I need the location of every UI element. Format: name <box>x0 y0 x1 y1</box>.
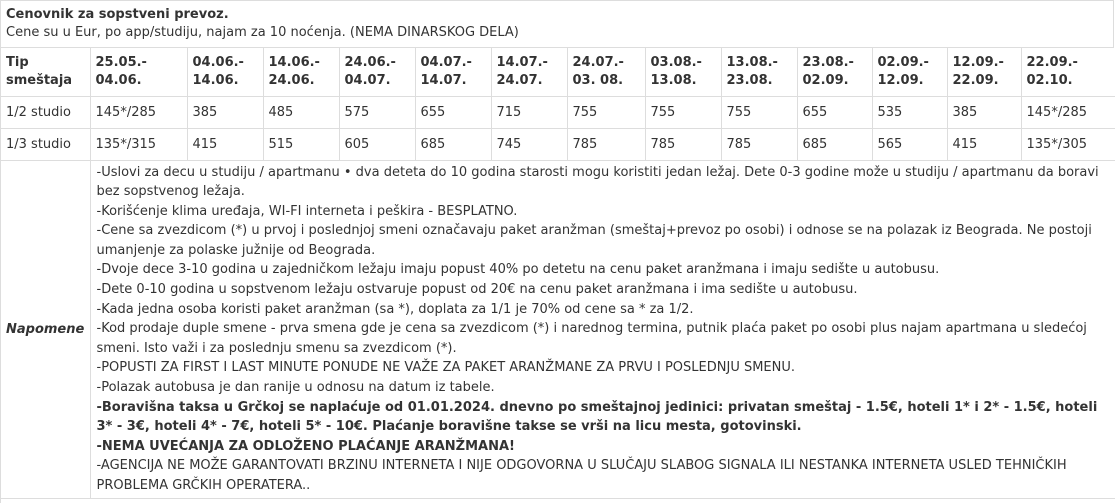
table-row <box>1 96 1115 128</box>
table-header-row <box>1 48 1115 96</box>
price-cell: 515 <box>263 128 339 160</box>
price-cell: 755 <box>567 96 645 128</box>
price-cell: 715 <box>491 96 567 128</box>
price-table <box>1 48 1115 499</box>
period-from: 14.06.- <box>268 54 320 70</box>
header-period <box>339 48 415 96</box>
period-from: 24.07.- <box>572 54 624 70</box>
price-cell: 755 <box>645 96 721 128</box>
note-item: -NEMA UVEĆANJA ZA ODLOŽENO PLAĆANJE ARANŽMANA! <box>96 438 515 454</box>
header-period <box>263 48 339 96</box>
period-to: 12.09. <box>877 72 924 88</box>
header-period <box>567 48 645 96</box>
price-cell: 485 <box>263 96 339 128</box>
accommodation-type-cell: 1/3 studio <box>1 128 90 160</box>
price-cell: 145*/285 <box>90 96 187 128</box>
header-period <box>947 48 1021 96</box>
header-period <box>415 48 491 96</box>
period-to: 02.09. <box>802 72 849 88</box>
note-item: -Kada jedna osoba koristi paket aranžman (sa *), doplata za 1/1 je 70% od cene sa * za 1/2. <box>96 301 694 317</box>
price-cell: 785 <box>721 128 797 160</box>
period-from: 25.05.- <box>95 54 147 70</box>
period-to: 24.07. <box>496 72 543 88</box>
period-to: 22.09. <box>952 72 999 88</box>
period-to: 24.06. <box>268 72 315 88</box>
period-from: 12.09.- <box>952 54 1004 70</box>
header-period <box>872 48 947 96</box>
caption-subtitle: Cene su u Eur, po app/studiju, najam za 10 noćenja. (NEMA DINARSKOG DELA) <box>6 25 519 40</box>
price-cell: 385 <box>947 96 1021 128</box>
price-cell: 745 <box>491 128 567 160</box>
note-item: -Kod prodaje duple smene - prva smena gde je cena sa zvezdicom (*) i narednog termina, putnik plaća paket po osobi plus najam apartmana u sledećoj smeni. Isto važi i za poslednju smenu sa zvezdicom (*). <box>96 321 1087 356</box>
price-cell: 565 <box>872 128 947 160</box>
price-cell: 385 <box>187 96 263 128</box>
period-from: 23.08.- <box>802 54 854 70</box>
table-caption <box>1 1 1114 48</box>
price-cell: 785 <box>567 128 645 160</box>
period-from: 22.09.- <box>1026 54 1078 70</box>
price-cell: 575 <box>339 96 415 128</box>
period-to: 14.06. <box>192 72 239 88</box>
notes-label: Napomene <box>1 160 90 498</box>
note-item: -AGENCIJA NE MOŽE GARANTOVATI BRZINU INTERNETA I NIJE ODGOVORNA U SLUČAJU SLABOG SIGNALA ILI NESTANKA INTERNETA USLED TEHNIČKIH PROBLEMA GRČKIH OPERATERA.. <box>96 458 1067 493</box>
header-type-line2: smeštaja <box>6 72 73 88</box>
price-cell: 755 <box>721 96 797 128</box>
price-cell: 145*/285 <box>1021 96 1115 128</box>
period-to: 23.08. <box>726 72 773 88</box>
period-to: 14.07. <box>420 72 467 88</box>
price-cell: 655 <box>415 96 491 128</box>
header-period <box>491 48 567 96</box>
header-period <box>645 48 721 96</box>
period-from: 04.07.- <box>420 54 472 70</box>
price-cell: 135*/305 <box>1021 128 1115 160</box>
table-row <box>1 128 1115 160</box>
period-to: 04.06. <box>95 72 142 88</box>
header-period <box>90 48 187 96</box>
period-to: 04.07. <box>344 72 391 88</box>
price-cell: 655 <box>797 96 872 128</box>
note-item: -Korišćenje klima uređaja, WI-FI interneta i peškira - BESPLATNO. <box>96 203 518 219</box>
price-cell: 785 <box>645 128 721 160</box>
period-from: 02.09.- <box>877 54 929 70</box>
notes-row <box>1 160 1115 498</box>
caption-title: Cenovnik za sopstveni prevoz. <box>6 7 229 22</box>
accommodation-type-cell: 1/2 studio <box>1 96 90 128</box>
period-to: 03. 08. <box>572 72 624 88</box>
header-period <box>1021 48 1115 96</box>
header-accommodation-type <box>1 48 90 96</box>
notes-content <box>90 160 1115 498</box>
note-item: -Polazak autobusa je dan ranije u odnosu na datum iz tabele. <box>96 380 495 396</box>
price-cell: 685 <box>415 128 491 160</box>
price-cell: 415 <box>947 128 1021 160</box>
period-from: 13.08.- <box>726 54 778 70</box>
price-cell: 685 <box>797 128 872 160</box>
note-item: -Uslovi za decu u studiju / apartmanu • dva deteta do 10 godina starosti mogu koristiti jedan ležaj. Dete 0-3 godine može u studiju / apartmanu da boravi bez sopstvenog ležaja. <box>96 164 1099 200</box>
period-from: 14.07.- <box>496 54 548 70</box>
header-period <box>187 48 263 96</box>
header-period <box>721 48 797 96</box>
note-item: -Boravišna taksa u Grčkoj se naplaćuje od 01.01.2024. dnevno po smeštajnoj jedinici: privatan smeštaj - 1.5€, hoteli 1* i 2* - 1.5€, hoteli 3* - 3€, hoteli 4* - 7€, hoteli 5* - 10€. Plaćanje boravišne takse se vrši na licu mesta, gotovinski. <box>96 399 1098 435</box>
price-cell: 605 <box>339 128 415 160</box>
period-to: 02.10. <box>1026 72 1073 88</box>
period-from: 03.08.- <box>650 54 702 70</box>
period-from: 24.06.- <box>344 54 396 70</box>
price-cell: 415 <box>187 128 263 160</box>
header-period <box>797 48 872 96</box>
period-from: 04.06.- <box>192 54 244 70</box>
price-cell: 135*/315 <box>90 128 187 160</box>
period-to: 13.08. <box>650 72 697 88</box>
note-item: -Dete 0-10 godina u sopstvenom ležaju ostvaruje popust od 20€ na cenu paket aranžmana i ima sedište u autobusu. <box>96 282 858 298</box>
note-item: -POPUSTI ZA FIRST I LAST MINUTE PONUDE NE VAŽE ZA PAKET ARANŽMANE ZA PRVU I POSLEDNJU SMENU. <box>96 360 796 376</box>
header-type-line1: Tip <box>6 54 29 70</box>
note-item: -Cene sa zvezdicom (*) u prvoj i poslednjoj smeni označavaju paket aranžman (smeštaj+prevoz po osobi) i odnose se na polazak iz Beograda. Ne postoji umanjenje za polaske južnije od Beograda. <box>96 223 1092 258</box>
price-cell: 535 <box>872 96 947 128</box>
note-item: -Dvoje dece 3-10 godina u zajedničkom ležaju imaju popust 40% po detetu na cenu paket aranžmana i imaju sedište u autobusu. <box>96 262 940 278</box>
